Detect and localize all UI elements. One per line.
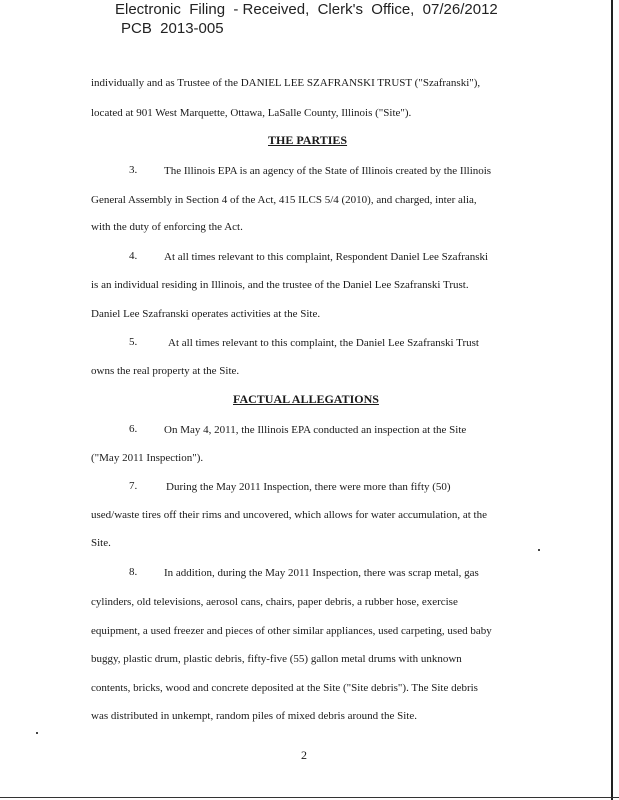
electronic-filing-stamp — [0, 0, 498, 57]
paragraph-8-number: 8. — [129, 566, 138, 578]
page-number: 2 — [301, 748, 307, 762]
paragraph-5-line-2: owns the real property at the Site. — [91, 365, 240, 377]
paragraph-3-number: 3. — [129, 164, 138, 176]
paragraph-8-line-6: was distributed in unkempt, random piles of mixed debris around the Site. — [91, 710, 417, 722]
paragraph-6-number: 6. — [129, 423, 138, 435]
paragraph-7-line-2: used/waste tires off their rims and uncovered, which allows for water accumulation, at the — [91, 509, 487, 521]
scan-speck — [538, 549, 540, 551]
scan-bottom-edge — [0, 797, 619, 798]
parties-heading: THE PARTIES — [268, 133, 348, 147]
paragraph-8-line-4: buggy, plastic drum, plastic debris, fifty-five (55) gallon metal drums with unknown — [91, 653, 462, 665]
paragraph-4-line-1: At all times relevant to this complaint, Respondent Daniel Lee Szafranski — [164, 251, 489, 263]
paragraph-3-line-2: General Assembly in Section 4 of the Act, 415 ILCS 5/4 (2010), and charged, inter alia, — [91, 194, 477, 206]
intro-line-2: located at 901 West Marquette, Ottawa, LaSalle County, Illinois ("Site"). — [91, 107, 412, 119]
paragraph-8-line-3: equipment, a used freezer and pieces of other similar appliances, used carpeting, used baby — [91, 625, 492, 637]
paragraph-5-number: 5. — [129, 336, 138, 348]
paragraph-4-line-3: Daniel Lee Szafranski operates activities at the Site. — [91, 308, 321, 320]
intro-line-1: individually and as Trustee of the DANIEL LEE SZAFRANSKI TRUST ("Szafranski"), — [91, 77, 481, 89]
paragraph-6-line-1: On May 4, 2011, the Illinois EPA conducted an inspection at the Site — [164, 424, 467, 436]
paragraph-5-line-1: At all times relevant to this complaint, the Daniel Lee Szafranski Trust — [168, 337, 479, 349]
filing-stamp-line-2: PCB 2013-005 — [121, 20, 224, 37]
paragraph-8-line-1: In addition, during the May 2011 Inspection, there was scrap metal, gas — [164, 567, 479, 579]
factual-allegations-heading: FACTUAL ALLEGATIONS — [233, 392, 379, 406]
paragraph-7-line-1: During the May 2011 Inspection, there were more than fifty (50) — [166, 481, 451, 493]
paragraph-4-line-2: is an individual residing in Illinois, and the trustee of the Daniel Lee Szafranski Trust. — [91, 279, 469, 291]
paragraph-7-line-3: Site. — [91, 537, 111, 549]
scan-right-edge — [611, 0, 613, 800]
paragraph-7-number: 7. — [129, 480, 138, 492]
scan-speck — [36, 732, 38, 734]
paragraph-4-number: 4. — [129, 250, 138, 262]
paragraph-3-line-3: with the duty of enforcing the Act. — [91, 221, 243, 233]
paragraph-3-line-1: The Illinois EPA is an agency of the State of Illinois created by the Illinois — [164, 165, 492, 177]
paragraph-8-line-2: cylinders, old televisions, aerosol cans, chairs, paper debris, a rubber hose, exercise — [91, 596, 458, 608]
paragraph-6-line-2: ("May 2011 Inspection"). — [91, 452, 204, 464]
filing-stamp-line-1: Electronic Filing - Received, Clerk's Office, 07/26/2012 — [115, 1, 498, 18]
paragraph-8-line-5: contents, bricks, wood and concrete deposited at the Site ("Site debris"). The Site debris — [91, 682, 478, 694]
